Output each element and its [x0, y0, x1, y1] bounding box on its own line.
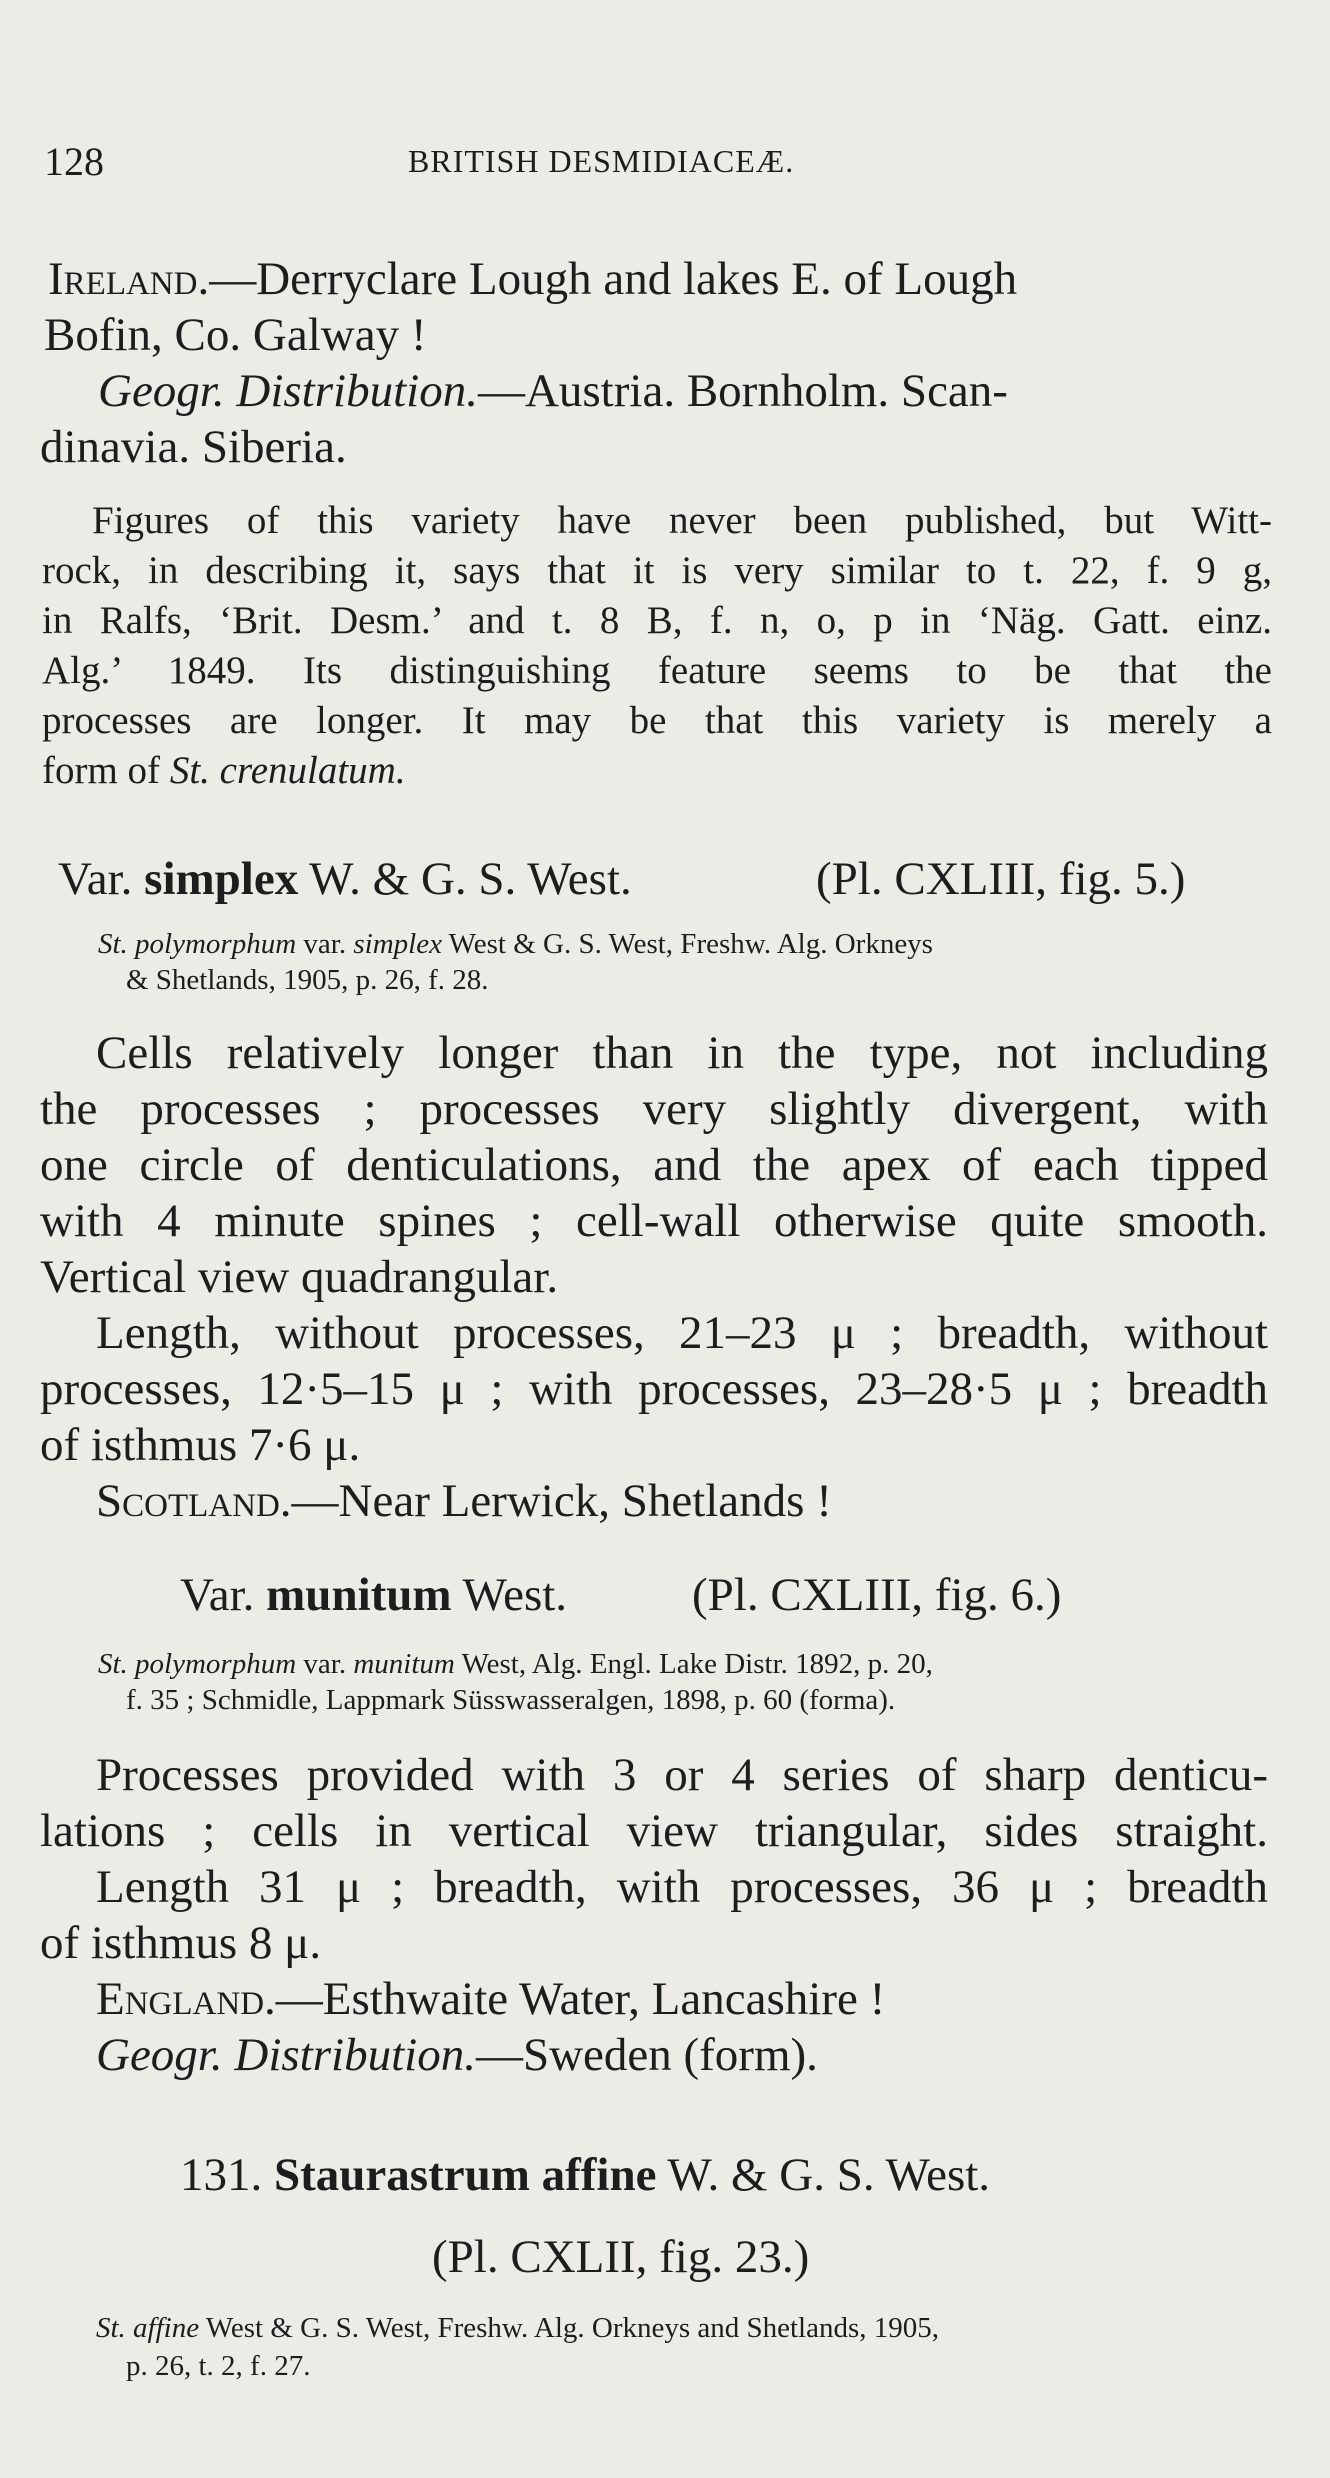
page-number: 128 — [44, 139, 104, 184]
ref-var-name: simplex — [353, 928, 442, 960]
ref-var: var. — [296, 928, 354, 960]
munitum-desc-line: lations ; cells in vertical view triangular, sides straight. — [40, 1805, 1268, 1857]
locality-label: Ireland. — [48, 253, 210, 305]
ref-species: St. polymorphum — [98, 928, 297, 960]
simplex-desc-line: Cells relatively longer than in the type, not including — [96, 1027, 1268, 1079]
simplex-desc-line: the processes ; processes very slightly divergent, with — [40, 1083, 1268, 1135]
species-name: Staurastrum affine — [274, 2149, 657, 2201]
note-italic: St. crenulatum. — [169, 749, 406, 792]
note-line: in Ralfs, ‘Brit. Desm.’ and t. 8 B, f. n, o, p in ‘Näg. Gatt. einz. — [42, 599, 1272, 642]
var-name: munitum — [266, 1569, 452, 1621]
note-line: Alg.’ 1849. Its distinguishing feature seems to be that the — [42, 649, 1272, 692]
var-munitum-ref-2: f. 35 ; Schmidle, Lappmark Süsswasseralgen, 1898, p. 60 (forma). — [126, 1684, 896, 1716]
simplex-desc-last: Vertical view quadrangular. — [40, 1251, 559, 1303]
ref-var-name: munitum — [353, 1648, 455, 1680]
munitum-locality — [96, 1972, 885, 2026]
locality-text: —Derryclare Lough and lakes E. of Lough — [209, 253, 1018, 305]
species-131-heading — [180, 2148, 990, 2202]
simplex-desc-line: with 4 minute spines ; cell-wall otherwise quite smooth. — [40, 1195, 1268, 1247]
geogr-text: —Austria. Bornholm. Scan- — [477, 365, 1008, 417]
var-munitum-heading — [180, 1568, 567, 1622]
locality-text: —Near Lerwick, Shetlands ! — [291, 1475, 832, 1527]
simplex-locality — [96, 1474, 832, 1528]
simplex-desc-line: one circle of denticulations, and the apex of each tipped — [40, 1139, 1268, 1191]
species-number: 131. — [180, 2149, 263, 2201]
var-munitum-ref-1 — [98, 1648, 933, 1681]
munitum-desc-line: Processes provided with 3 or 4 series of sharp denticu- — [96, 1749, 1268, 1801]
geogr-label: Geogr. Distribution. — [96, 2029, 476, 2081]
locality-label: Scotland. — [96, 1475, 292, 1527]
species-authors: W. & G. S. West. — [656, 2149, 991, 2201]
species-131-ref-1 — [96, 2312, 939, 2345]
species-131-plate: (Pl. CXLII, fig. 23.) — [432, 2231, 810, 2283]
var-simplex-heading — [58, 852, 632, 906]
geogr-text: —Sweden (form). — [475, 2029, 818, 2081]
locality-text: —Esthwaite Water, Lancashire ! — [275, 1973, 886, 2025]
simplex-measure-last: of isthmus 7·6 μ. — [40, 1419, 361, 1471]
simplex-measure-line: Length, without processes, 21–23 μ ; breadth, without — [96, 1307, 1268, 1359]
note-line: processes are longer. It may be that this variety is merely a — [42, 699, 1272, 742]
note-line: Figures of this variety have never been published, but Witt- — [92, 499, 1272, 542]
var-simplex-ref-1 — [98, 928, 933, 961]
var-name: simplex — [144, 853, 299, 905]
ref-text: West & G. S. West, Freshw. Alg. Orkneys and Shetlands, 1905, — [199, 2312, 940, 2344]
var-prefix: Var. — [180, 1569, 267, 1621]
simplex-measure-line: processes, 12·5–15 μ ; with processes, 23–28·5 μ ; breadth — [40, 1363, 1268, 1415]
var-munitum-plate: (Pl. CXLIII, fig. 6.) — [692, 1569, 1062, 1621]
ireland-line-2: Bofin, Co. Galway ! — [44, 309, 427, 361]
locality-label: England. — [96, 1973, 276, 2025]
ref-var: var. — [296, 1648, 354, 1680]
var-authors: W. & G. S. West. — [298, 853, 632, 905]
species-131-ref-2: p. 26, t. 2, f. 27. — [126, 2350, 311, 2382]
ref-text: West, Alg. Engl. Lake Distr. 1892, p. 20, — [454, 1648, 933, 1680]
munitum-desc-last: of isthmus 8 μ. — [40, 1917, 322, 1969]
ref-text: West & G. S. West, Freshw. Alg. Orkneys — [441, 928, 933, 960]
var-prefix: Var. — [58, 853, 145, 905]
ref-species: St. polymorphum — [98, 1648, 297, 1680]
running-title: BRITISH DESMIDIACEÆ. — [408, 143, 795, 179]
ireland-line-1 — [48, 252, 1017, 306]
munitum-desc-line: Length 31 μ ; breadth, with processes, 36 μ ; breadth — [96, 1861, 1268, 1913]
munitum-geogr — [96, 2028, 818, 2082]
geogr-line-1 — [98, 364, 1008, 418]
geogr-line-2: dinavia. Siberia. — [40, 421, 347, 473]
var-authors: West. — [451, 1569, 568, 1621]
note-text: form of — [42, 749, 170, 792]
var-simplex-ref-2: & Shetlands, 1905, p. 26, f. 28. — [126, 964, 489, 996]
geogr-label: Geogr. Distribution. — [98, 365, 478, 417]
note-line: rock, in describing it, says that it is very similar to t. 22, f. 9 g, — [42, 549, 1272, 592]
note-line-last — [42, 748, 406, 793]
ref-species: St. affine — [96, 2312, 200, 2344]
var-simplex-plate: (Pl. CXLIII, fig. 5.) — [816, 853, 1186, 905]
